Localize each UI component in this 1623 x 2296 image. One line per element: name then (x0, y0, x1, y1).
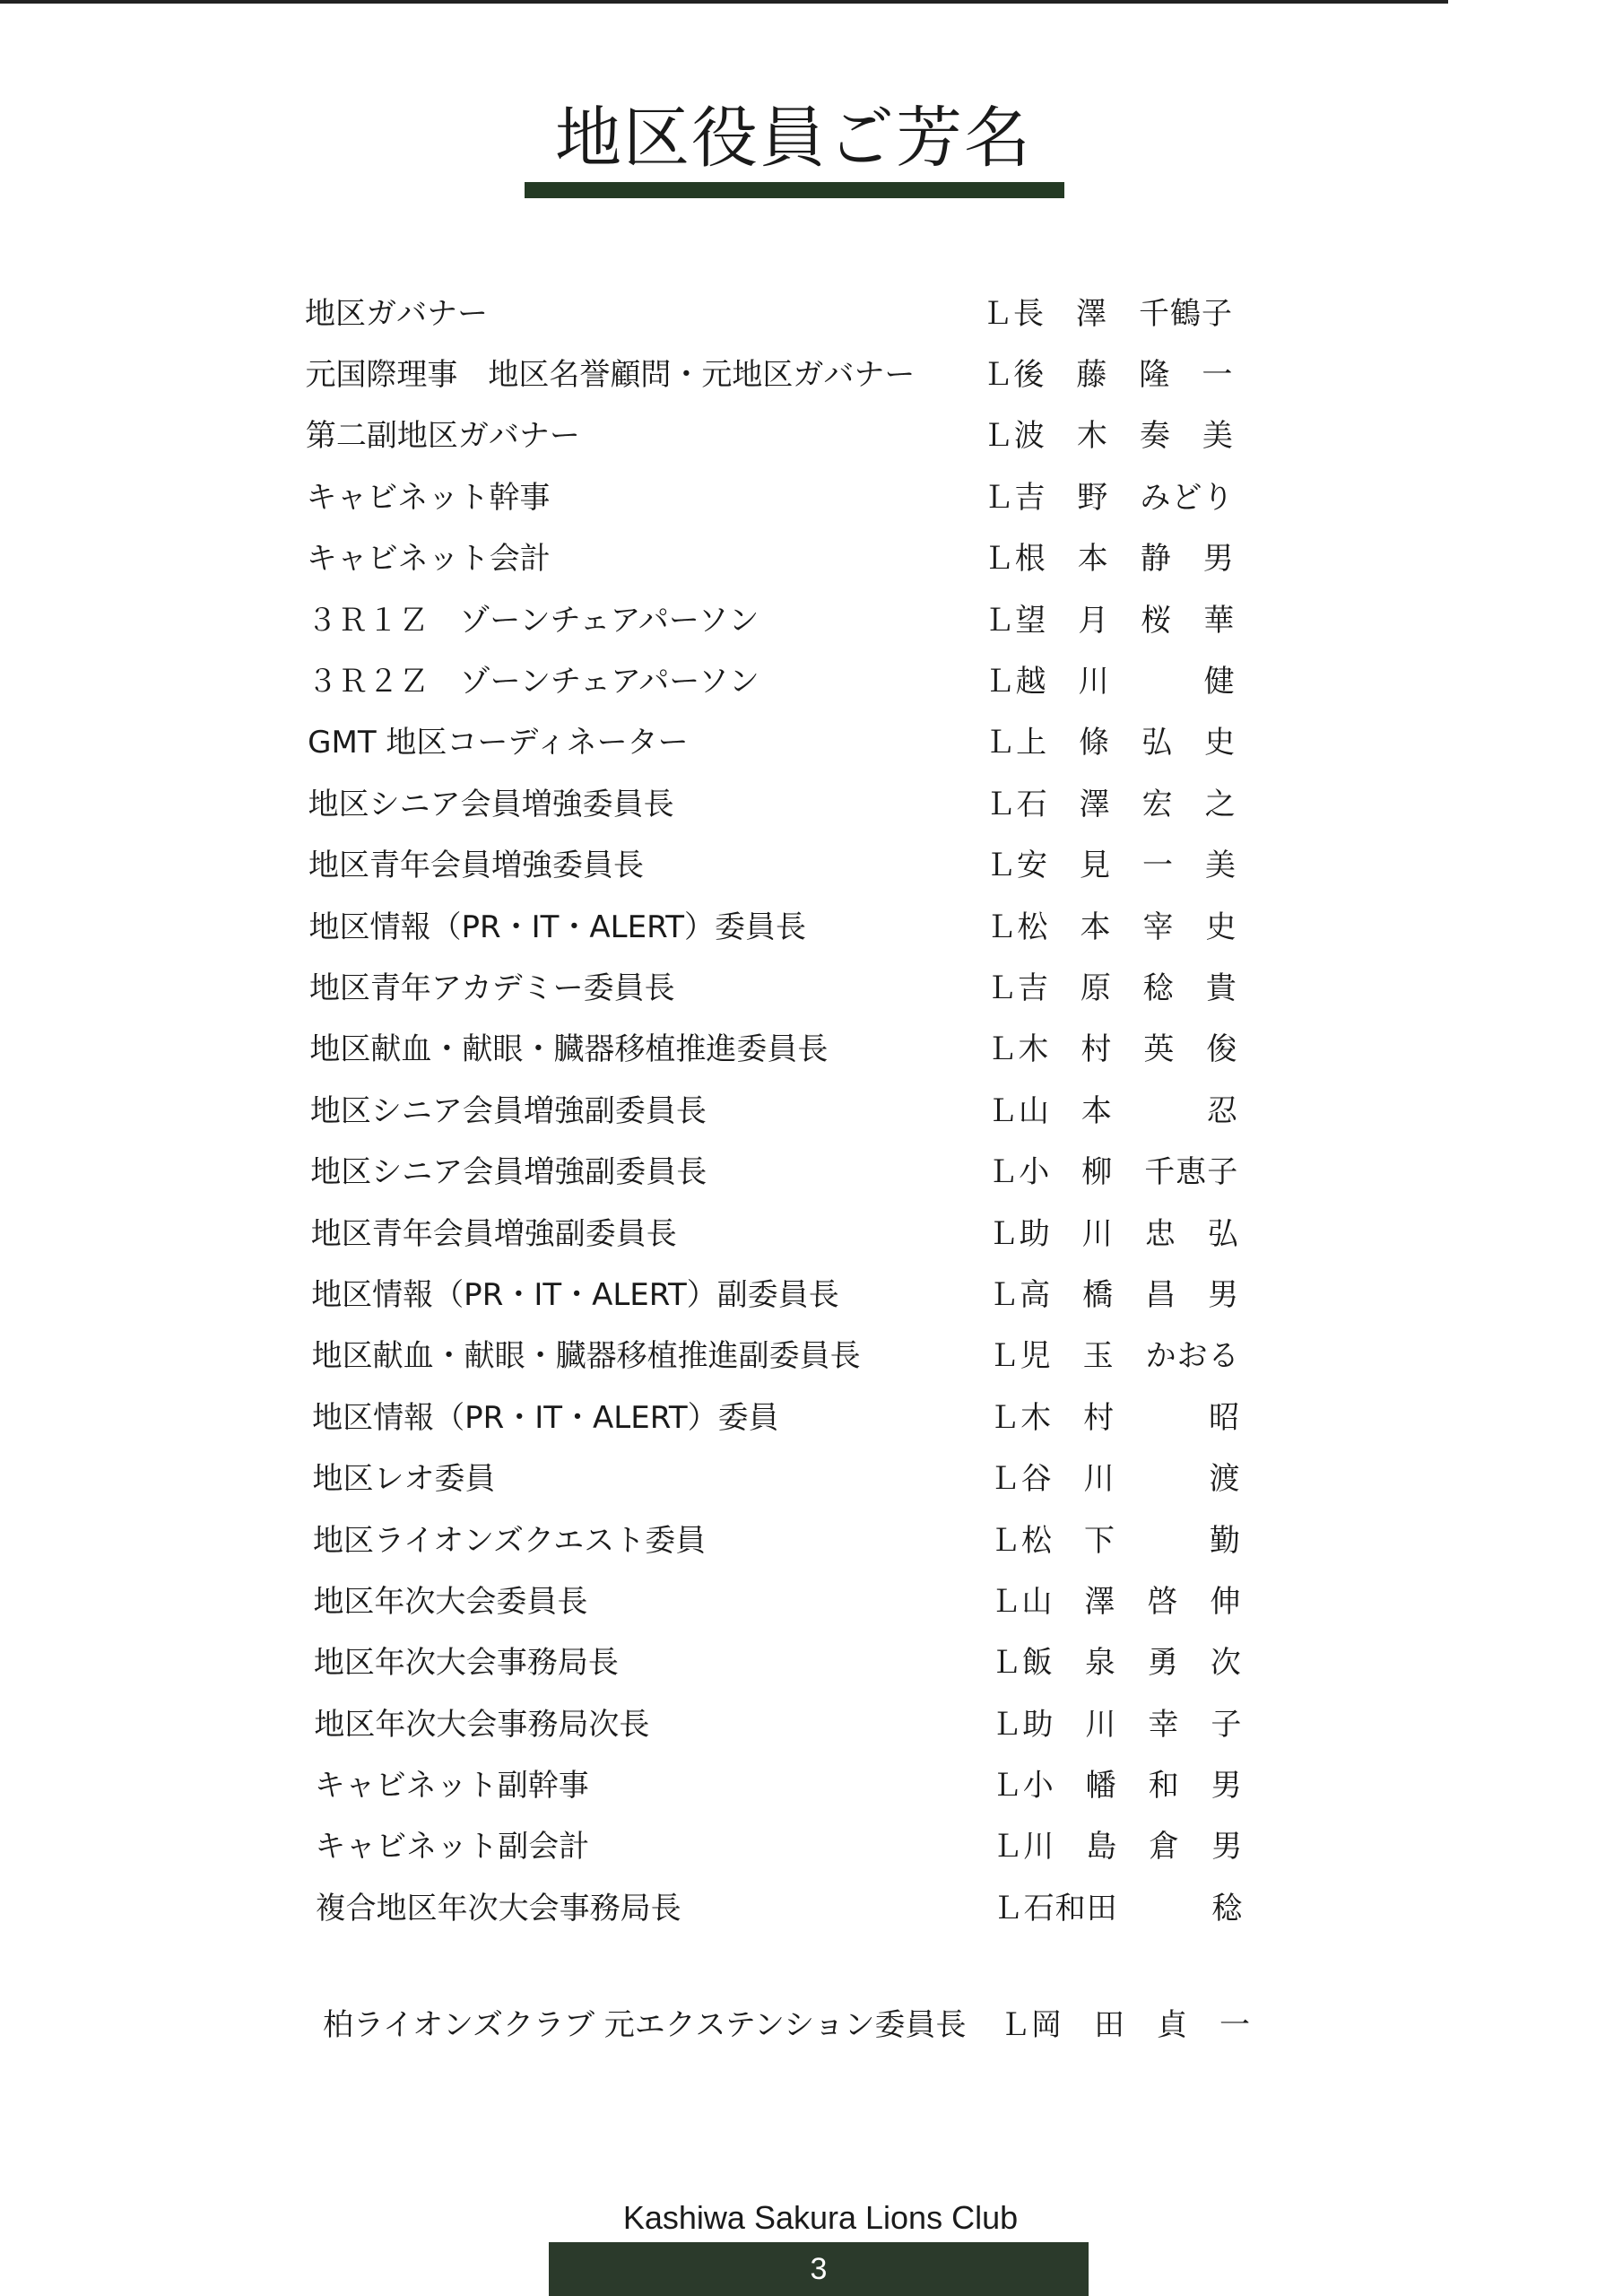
officer-name: Ｌ望 月 桜 華 (984, 602, 1236, 639)
officer-name: Ｌ小 柳 千恵子 (987, 1154, 1239, 1191)
officer-role: 地区青年会員増強副委員長 (310, 1215, 677, 1252)
officer-name: Ｌ吉 野 みどり (983, 479, 1235, 516)
officer-row (305, 464, 1264, 525)
officer-name: Ｌ吉 原 稔 貴 (985, 970, 1237, 1006)
officer-role: 地区青年会員増強委員長 (308, 848, 645, 884)
officer-row (305, 280, 1264, 341)
officer-name: Ｌ越 川 健 (984, 664, 1236, 700)
officer-name: Ｌ石和田 稔 (992, 1890, 1244, 1926)
title-underline-bar (525, 182, 1064, 198)
officer-role: キャビネット幹事 (306, 479, 551, 516)
officer-role: 元国際理事 地区名誉顧問・元地区ガバナー (305, 357, 916, 394)
officer-name: Ｌ高 橋 昌 男 (988, 1276, 1240, 1313)
officer-name: Ｌ山 本 忍 (986, 1092, 1238, 1129)
officer-row (305, 709, 1264, 770)
officer-role: 地区シニア会員増強委員長 (308, 786, 674, 822)
officer-role: 第二副地区ガバナー (305, 418, 580, 455)
officer-role: 地区情報（PR・IT・ALERT）副委員長 (311, 1276, 839, 1313)
officer-row (305, 1691, 1264, 1752)
officer-role: 地区レオ委員 (312, 1461, 496, 1498)
officer-role: 複合地区年次大会事務局長 (315, 1890, 681, 1926)
officer-role: ３Ｒ１Ｚ ゾーンチェアパーソン (307, 602, 759, 639)
officer-row (305, 1138, 1264, 1199)
officer-role: 地区青年アカデミー委員長 (308, 970, 675, 1006)
footer-page-bar (549, 2242, 1089, 2296)
officer-role: 地区献血・献眼・臓器移植推進委員長 (309, 1031, 829, 1068)
officer-row (305, 893, 1264, 954)
top-rule (0, 0, 1448, 4)
officer-row (305, 1445, 1264, 1506)
officer-row (305, 1874, 1264, 1935)
officer-row (305, 403, 1264, 464)
officer-row (305, 1016, 1264, 1077)
officer-role: キャビネット会計 (306, 541, 551, 578)
officer-list (305, 280, 1264, 1936)
extra-officer-row (323, 1991, 1273, 2052)
officer-name: Ｌ川 島 倉 男 (992, 1829, 1244, 1866)
officer-name: Ｌ木 村 英 俊 (986, 1031, 1238, 1068)
footer-club-name: Kashiwa Sakura Lions Club (622, 2199, 1019, 2236)
officer-name: Ｌ後 藤 隆 一 (982, 357, 1234, 394)
officer-role: 地区シニア会員増強副委員長 (309, 1092, 707, 1129)
officer-name: Ｌ助 川 幸 子 (991, 1706, 1243, 1743)
officer-role: 地区情報（PR・IT・ALERT）委員 (312, 1399, 779, 1436)
officer-role: ３Ｒ２Ｚ ゾーンチェアパーソン (307, 664, 759, 700)
officer-role: 地区献血・献眼・臓器移植推進副委員長 (311, 1338, 861, 1375)
officer-row (305, 1568, 1264, 1629)
officer-name: Ｌ山 澤 啓 伸 (990, 1583, 1242, 1620)
officer-role: キャビネット副幹事 (314, 1768, 589, 1805)
officer-name: Ｌ木 村 昭 (989, 1399, 1241, 1436)
officer-name: Ｌ松 下 勤 (990, 1522, 1241, 1559)
officer-row (305, 1813, 1264, 1874)
officer-role: 地区年次大会委員長 (313, 1583, 588, 1620)
officer-row (305, 1507, 1264, 1568)
officer-row (305, 648, 1264, 709)
officer-row (305, 341, 1264, 402)
officer-row (305, 1261, 1264, 1322)
officer-name: Ｌ上 條 弘 史 (985, 725, 1237, 761)
officer-row (305, 1077, 1264, 1138)
page-title: 地区役員ご芳名 (555, 100, 1032, 177)
officer-role: 地区ライオンズクエスト委員 (313, 1522, 707, 1559)
officer-name: Ｌ児 玉 かおる (988, 1338, 1240, 1375)
officer-name: Ｌ岡 田 貞 一 (1000, 2006, 1251, 2043)
officer-role: 地区ガバナー (305, 295, 488, 332)
officer-name: Ｌ波 木 奏 美 (982, 418, 1234, 455)
officer-role: 地区年次大会事務局次長 (314, 1706, 650, 1743)
officer-row (305, 954, 1264, 1015)
officer-role: 地区情報（PR・IT・ALERT）委員長 (308, 909, 807, 945)
officer-row (305, 526, 1264, 587)
officer-name: Ｌ助 川 忠 弘 (987, 1215, 1239, 1252)
officer-row (305, 832, 1264, 893)
officer-name: Ｌ谷 川 渡 (989, 1461, 1241, 1498)
officer-row (305, 1630, 1264, 1691)
officer-role: キャビネット副会計 (315, 1829, 590, 1866)
officer-name: Ｌ長 澤 千鶴子 (982, 295, 1233, 332)
officer-role: 地区シニア会員増強副委員長 (310, 1154, 707, 1191)
officer-name: Ｌ松 本 宰 史 (985, 909, 1237, 945)
officer-name: Ｌ小 幡 和 男 (991, 1768, 1243, 1805)
officer-row (305, 587, 1264, 648)
officer-role: GMT 地区コーディネーター (308, 725, 689, 761)
officer-row (305, 1384, 1264, 1445)
officer-name: Ｌ石 澤 宏 之 (985, 786, 1237, 822)
officer-name: Ｌ安 見 一 美 (985, 848, 1237, 884)
officer-row (305, 1752, 1264, 1813)
page-number: 3 (810, 2251, 828, 2286)
officer-role: 柏ライオンズクラブ 元エクステンション委員長 (323, 2006, 967, 2043)
officer-name: Ｌ飯 泉 勇 次 (990, 1645, 1242, 1682)
officer-row (305, 770, 1264, 831)
officer-row (305, 1323, 1264, 1384)
officer-name: Ｌ根 本 静 男 (983, 541, 1235, 578)
officer-row (305, 1200, 1264, 1261)
officer-role: 地区年次大会事務局長 (313, 1645, 619, 1682)
